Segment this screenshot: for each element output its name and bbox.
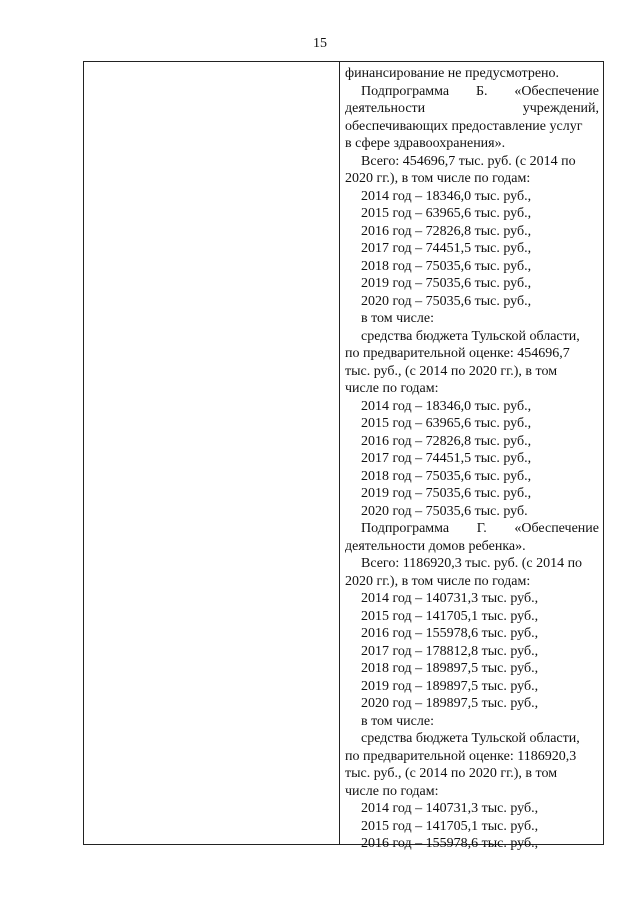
text-line: 2015 год – 63965,6 тыс. руб., xyxy=(361,206,532,221)
text-line: в том числе: xyxy=(361,713,434,729)
text-line: 2015 год – 141705,1 тыс. руб., xyxy=(361,608,539,624)
text-line: тыс. руб., (с 2014 по 2020 гг.), в том xyxy=(345,766,558,781)
text-line: 2019 год – 75035,6 тыс. руб., xyxy=(361,486,532,501)
column-divider xyxy=(339,62,340,844)
text-line: деятельности домов ребенка». xyxy=(345,538,526,554)
text-line: 2014 год – 18346,0 тыс. руб., xyxy=(361,398,532,414)
text-line: 2020 гг.), в том числе по годам: xyxy=(345,573,531,589)
text-line: 2020 гг.), в том числе по годам: xyxy=(345,171,531,186)
text-line: 2017 год – 74451,5 тыс. руб., xyxy=(361,241,532,256)
text-line: по предварительной оценке: 454696,7 xyxy=(345,346,570,361)
text-line: финансирование не предусмотрено. xyxy=(345,66,560,81)
text-line: Всего: 454696,7 тыс. руб. (с 2014 по xyxy=(361,153,576,169)
text-line: в сфере здравоохранения». xyxy=(345,136,506,151)
text-line: 2017 год – 74451,5 тыс. руб., xyxy=(361,451,532,466)
text-line: 2014 год – 140731,3 тыс. руб., xyxy=(361,801,539,816)
text-line: 2018 год – 75035,6 тыс. руб., xyxy=(361,258,532,274)
text-line: 2019 год – 189897,5 тыс. руб., xyxy=(361,678,539,694)
text-line: 2014 год – 18346,0 тыс. руб., xyxy=(361,188,532,204)
table-right-cell xyxy=(345,65,599,853)
text-line: 2014 год – 140731,3 тыс. руб., xyxy=(361,591,539,606)
text-line: средства бюджета Тульской области, xyxy=(361,731,580,746)
text-line: средства бюджета Тульской области, xyxy=(361,328,580,344)
text-line: 2020 год – 189897,5 тыс. руб., xyxy=(361,696,539,711)
text-line: деятельности учреждений, xyxy=(345,101,599,116)
text-line: числе по годам: xyxy=(345,381,439,396)
text-line: 2020 год – 75035,6 тыс. руб. xyxy=(361,503,528,519)
text-line: 2016 год – 155978,6 тыс. руб., xyxy=(361,836,539,851)
text-line: 2016 год – 155978,6 тыс. руб., xyxy=(361,626,539,641)
text-line: 2020 год – 75035,6 тыс. руб., xyxy=(361,293,532,309)
text-line: в том числе: xyxy=(361,311,434,326)
text-line: 2018 год – 75035,6 тыс. руб., xyxy=(361,468,532,484)
text-line: числе по годам: xyxy=(345,783,439,799)
text-line: 2019 год – 75035,6 тыс. руб., xyxy=(361,276,532,291)
text-line: тыс. руб., (с 2014 по 2020 гг.), в том xyxy=(345,363,558,379)
text-line: 2016 год – 72826,8 тыс. руб., xyxy=(361,433,532,449)
text-line: 2015 год – 141705,1 тыс. руб., xyxy=(361,818,539,834)
page-number: 15 xyxy=(313,36,327,51)
text-line: обеспечивающих предоставление услуг xyxy=(345,118,583,134)
text-line: 2015 год – 63965,6 тыс. руб., xyxy=(361,416,532,431)
document-table xyxy=(83,61,604,851)
text-line: Подпрограмма Б. «Обеспечение xyxy=(361,83,599,99)
text-line: Всего: 1186920,3 тыс. руб. (с 2014 по xyxy=(361,556,583,571)
text-line: 2016 год – 72826,8 тыс. руб., xyxy=(361,223,532,239)
text-line: 2018 год – 189897,5 тыс. руб., xyxy=(361,661,539,676)
text-line: Подпрограмма Г. «Обеспечение xyxy=(361,521,599,536)
text-line: по предварительной оценке: 1186920,3 xyxy=(345,748,577,764)
text-line: 2017 год – 178812,8 тыс. руб., xyxy=(361,643,539,659)
